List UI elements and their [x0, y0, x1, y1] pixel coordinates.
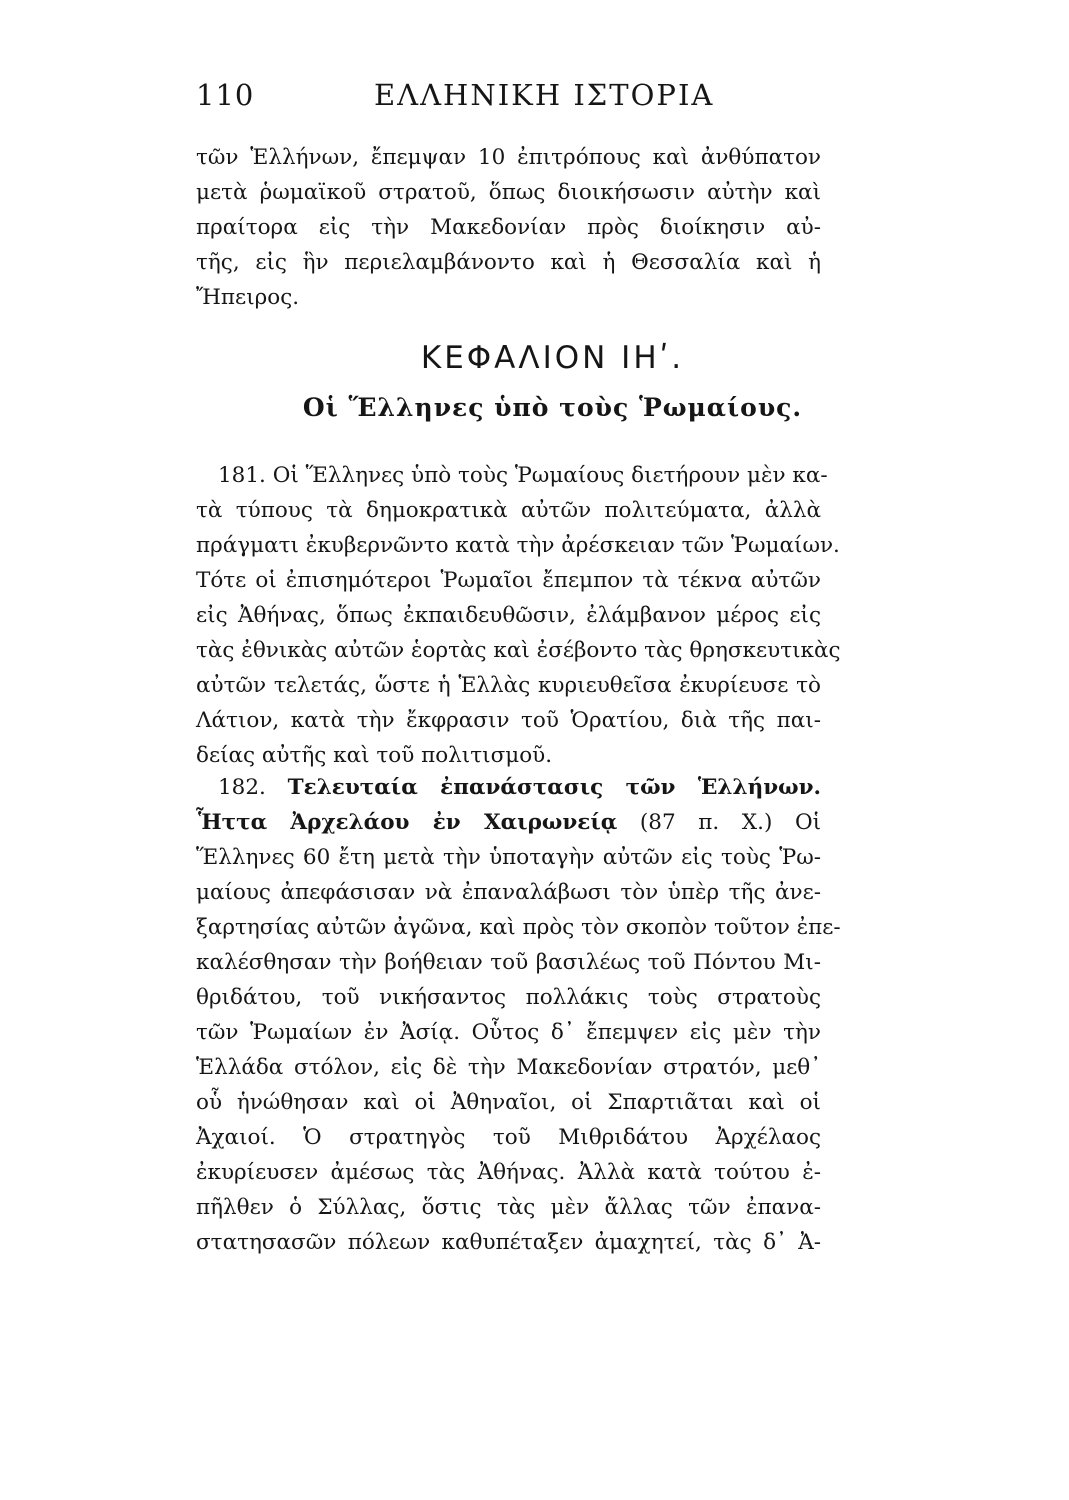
text-line: στατησασῶν πόλεων καθυπέταξεν ἀμαχητεί, τὰς δ᾽ Ἀ- [196, 1230, 821, 1255]
text-line: Τότε οἱ ἐπισημότεροι Ῥωμαῖοι ἔπεμπον τὰ τέκνα αὐτῶν [196, 568, 821, 593]
text-line: πραίτορα εἰς τὴν Μακεδονίαν πρὸς διοίκησιν αὐ- [196, 215, 821, 240]
text-line: εἰς Ἀθήνας, ὅπως ἐκπαιδευθῶσιν, ἐλάμβανον μέρος εἰς [196, 603, 821, 628]
running-header [196, 78, 836, 118]
text-line: πράγματι ἐκυβερνῶντο κατὰ τὴν ἀρέσκειαν τῶν Ῥωμαίων. [196, 533, 840, 558]
section-heading-continued: Ἧττα Ἀρχελάου ἐν Χαιρωνείᾳ [196, 810, 618, 835]
text-line: αὐτῶν τελετάς, ὥστε ἡ Ἑλλὰς κυριευθεῖσα ἐκυρίευσε τὸ [196, 673, 821, 698]
text-line: τὰ τύπους τὰ δημοκρατικὰ αὐτῶν πολιτεύματα, ἀλλὰ [196, 498, 821, 523]
text-line: ξαρτησίας αὐτῶν ἀγῶνα, καὶ πρὸς τὸν σκοπὸν τοῦτον ἐπε- [196, 915, 841, 940]
text-line: Ἤπειρος. [196, 285, 300, 310]
text-line: Ἀχαιοί. Ὁ στρατηγὸς τοῦ Μιθριδάτου Ἀρχέλαος [196, 1125, 821, 1150]
text-line: μετὰ ῥωμαϊκοῦ στρατοῦ, ὅπως διοικήσωσιν αὐτὴν καὶ [196, 180, 821, 205]
text-line: πῆλθεν ὁ Σύλλας, ὅστις τὰς μὲν ἄλλας τῶν ἐπανα- [196, 1195, 821, 1220]
text-line: 181. Οἱ Ἕλληνες ὑπὸ τοὺς Ῥωμαίους διετήρουν μὲν κα- [218, 463, 828, 488]
text-line: Ἑλλάδα στόλον, εἰς δὲ τὴν Μακεδονίαν στρατόν, μεθ᾽ [196, 1055, 821, 1080]
text-line: Ἕλληνες 60 ἔτη μετὰ τὴν ὑποταγὴν αὐτῶν εἰς τοὺς Ῥω- [196, 845, 821, 870]
section-182-heading-line-2 [196, 805, 821, 840]
text-line: τῶν Ῥωμαίων ἐν Ἀσίᾳ. Οὗτος δ᾽ ἔπεμψεν εἰς μὲν τὴν [196, 1020, 821, 1045]
date-reference: (87 π. Χ.) Οἱ [639, 810, 821, 835]
running-title: ΕΛΛΗΝΙΚΗ ΙΣΤΟΡΙΑ [374, 78, 715, 112]
page-number: 110 [196, 78, 255, 112]
intro-paragraph [196, 140, 821, 315]
text-line: μαίους ἀπεφάσισαν νὰ ἐπαναλάβωσι τὸν ὑπὲρ τῆς ἀνε- [196, 880, 821, 905]
section-182-heading-line [196, 770, 821, 805]
section-heading: Τελευταία ἐπανάστασις τῶν Ἑλλήνων. [287, 775, 821, 800]
section-number: 182. [218, 775, 266, 800]
text-line: οὗ ἡνώθησαν καὶ οἱ Ἀθηναῖοι, οἱ Σπαρτιᾶται καὶ οἱ [196, 1090, 821, 1115]
text-line: δείας αὐτῆς καὶ τοῦ πολιτισμοῦ. [196, 743, 553, 768]
text-line: ἐκυρίευσεν ἀμέσως τὰς Ἀθήνας. Ἀλλὰ κατὰ τούτου ἐ- [196, 1160, 821, 1185]
chapter-heading: ΚΕΦΑΛΙΟΝ ΙΗʹ. [420, 340, 685, 376]
text-line: τὰς ἐθνικὰς αὐτῶν ἑορτὰς καὶ ἐσέβοντο τὰς θρησκευτικὰς [196, 638, 841, 663]
chapter-subtitle: Οἱ Ἕλληνες ὑπὸ τοὺς Ῥωμαίους. [302, 393, 803, 422]
text-line: τῶν Ἑλλήνων, ἔπεμψαν 10 ἐπιτρόπους καὶ ἀνθύπατον [196, 145, 821, 170]
section-182 [196, 770, 841, 1260]
section-181 [196, 458, 841, 773]
text-line: καλέσθησαν τὴν βοήθειαν τοῦ βασιλέως τοῦ Πόντου Μι- [196, 950, 821, 975]
text-line: Λάτιον, κατὰ τὴν ἔκφρασιν τοῦ Ὁρατίου, διὰ τῆς παι- [196, 708, 821, 733]
text-line: θριδάτου, τοῦ νικήσαντος πολλάκις τοὺς στρατοὺς [196, 985, 821, 1010]
text-line: τῆς, εἰς ἣν περιελαμβάνοντο καὶ ἡ Θεσσαλία καὶ ἡ [196, 250, 821, 275]
